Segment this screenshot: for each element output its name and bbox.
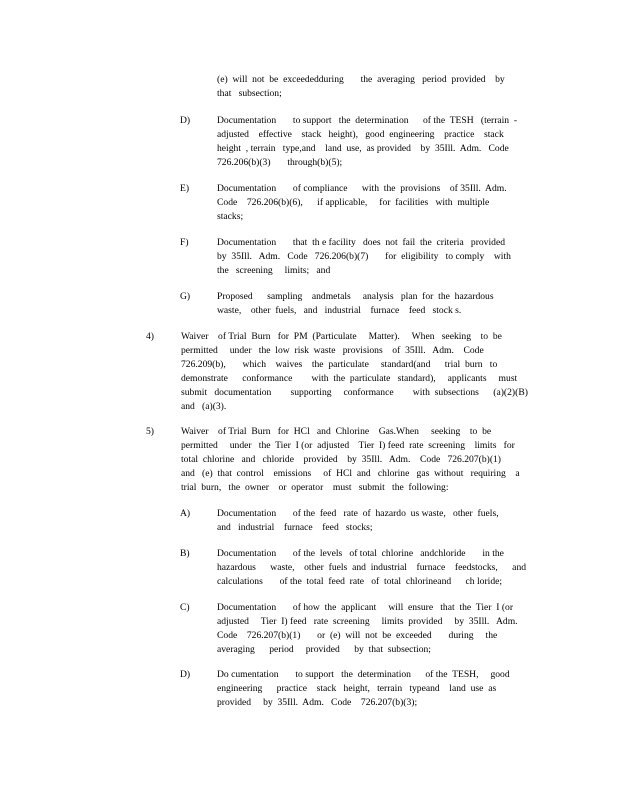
text-line: Documentation of the levels of total chlorine andchloride in the xyxy=(217,548,504,559)
text-line: Documentation of compliance with the provisions of 35Ill. Adm. xyxy=(217,183,507,194)
text-line: that subsection; xyxy=(217,88,282,99)
text-line: Code 726.206(b)(6), if applicable, for facilities with multiple xyxy=(217,197,490,208)
text-line: adjusted Tier I) feed rate screening limits provided by 35Ill. Adm. xyxy=(217,616,518,627)
item-label: A) xyxy=(180,508,191,519)
text-line: height , terrain type,and land use, as provided by 35Ill. Adm. Code xyxy=(217,143,509,154)
text-line: 726.206(b)(3) through(b)(5); xyxy=(217,157,343,168)
section-label: 5) xyxy=(146,426,154,437)
text-line: 726.209(b), which waives the particulate standard(and trial burn to xyxy=(181,359,498,370)
item-label: B) xyxy=(180,548,190,559)
text-line: engineering practice stack height, terrain typeand land use as xyxy=(217,683,497,694)
item-label: E) xyxy=(180,183,190,194)
continuation-text xyxy=(217,73,505,101)
text-line: Do cumentation to support the determination of the TESH, good xyxy=(217,669,510,680)
item-label: D) xyxy=(180,115,191,126)
text-line: hazardous waste, other fuels and industrial furnace feedstocks, and xyxy=(217,562,527,573)
item-label: G) xyxy=(180,291,191,302)
text-line: demonstrate conformance with the particulate standard), applicants must xyxy=(181,373,518,384)
text-line: waste, other fuels, and industrial furnace feed stock s. xyxy=(217,305,462,316)
text-line: adjusted effective stack height), good engineering practice stack xyxy=(217,129,504,140)
text-line: by 35Ill. Adm. Code 726.206(b)(7) for eligibility to comply with xyxy=(217,251,511,262)
text-line: Documentation that th e facility does not fail the criteria provided xyxy=(217,237,505,248)
text-line: calculations of the total feed rate of total chlorineand ch loride; xyxy=(217,576,503,587)
text-line: permitted under the low risk waste provisions of 35Ill. Adm. Code xyxy=(181,345,484,356)
text-line: total chlorine and chloride provided by 35Ill. Adm. Code 726.207(b)(1) xyxy=(181,454,501,465)
text-line: Proposed sampling andmetals analysis plan for the hazardous xyxy=(217,291,494,302)
text-line: Code 726.207(b)(1) or (e) will not be exceeded during the xyxy=(217,630,498,641)
text-line: submit documentation supporting conformance with subsections (a)(2)(B) xyxy=(181,387,528,398)
text-line: and (e) that control emissions of HCl and chlorine gas without requiring a xyxy=(181,468,520,479)
text-line: Waiver of Trial Burn for PM (Particulate Matter). When seeking to be xyxy=(181,331,502,342)
text-line: Waiver of Trial Burn for HCl and Chlorine Gas.When seeking to be xyxy=(181,426,492,437)
text-line: Documentation to support the determination of the TESH (terrain - xyxy=(217,115,518,126)
text-line: (e) will not be exceededduring the averaging period provided by xyxy=(217,74,505,85)
item-label: C) xyxy=(180,602,190,613)
text-line: stacks; xyxy=(217,211,244,222)
text-line: provided by 35Ill. Adm. Code 726.207(b)(3); xyxy=(217,697,418,708)
item-label: F) xyxy=(180,237,189,248)
text-line: Documentation of how the applicant will ensure that the Tier I (or xyxy=(217,602,514,613)
text-line: permitted under the Tier I (or adjusted Tier I) feed rate screening limits for xyxy=(181,440,515,451)
text-line: trial burn, the owner or operator must submit the following: xyxy=(181,482,449,493)
text-line: averaging period provided by that subsection; xyxy=(217,644,431,655)
item-label: D) xyxy=(180,669,191,680)
text-line: Documentation of the feed rate of hazardo us waste, other fuels, xyxy=(217,508,499,519)
text-line: the screening limits; and xyxy=(217,265,331,276)
section-label: 4) xyxy=(146,331,154,342)
text-line: and (a)(3). xyxy=(181,401,227,412)
text-line: and industrial furnace feed stocks; xyxy=(217,522,373,533)
